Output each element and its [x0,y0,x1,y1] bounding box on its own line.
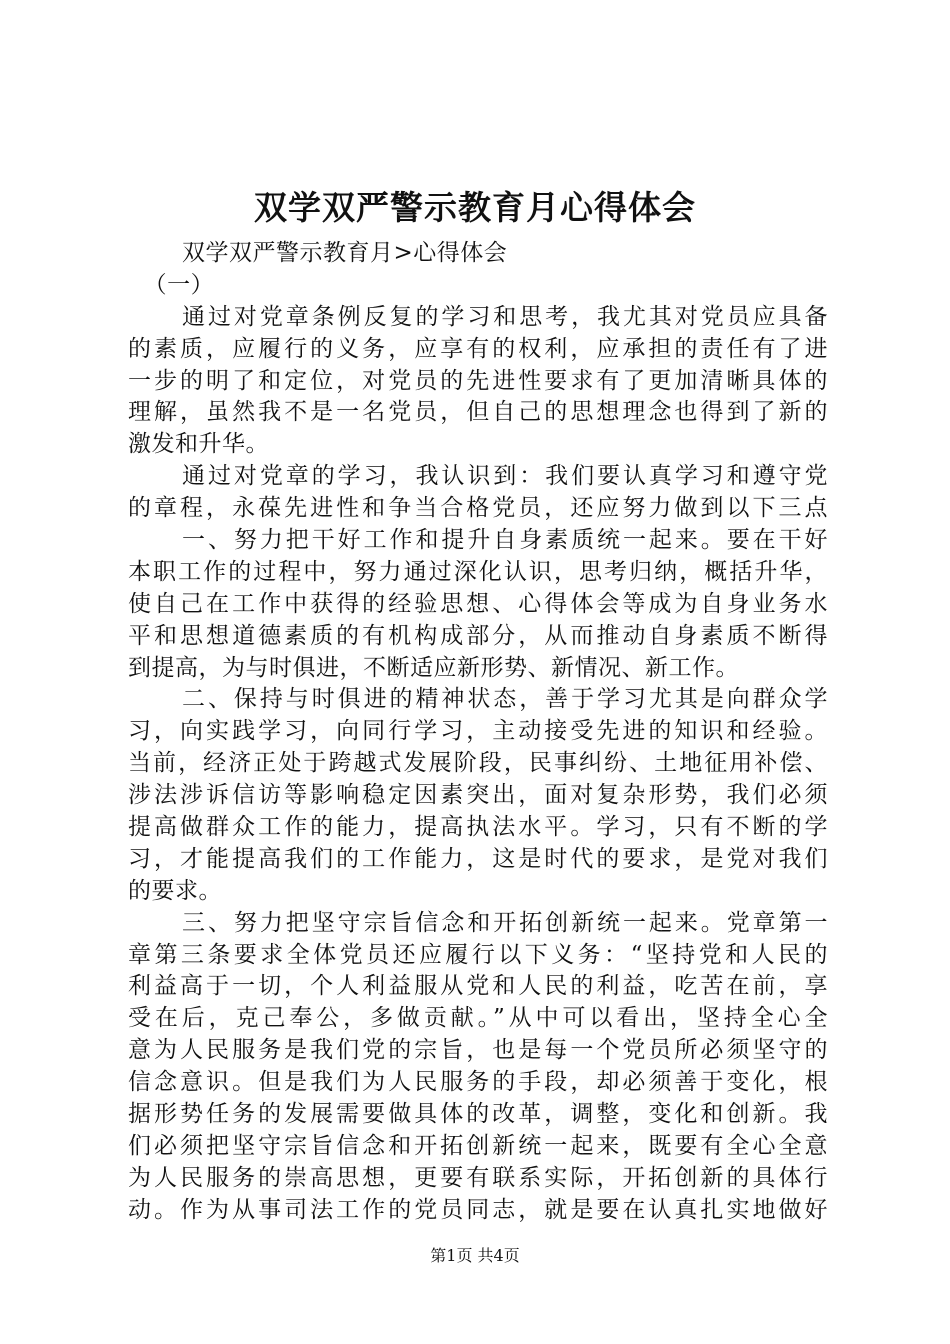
text-line: 为人民服务的崇高思想，更要有联系实际，开拓创新的具体行 [128,1164,828,1191]
text-line: 理解，虽然我不是一名党员，但自己的思想理念也得到了新的 [128,399,828,426]
document-body [128,238,828,1227]
text-line: 利益高于一切，个人利益服从党和人民的利益，吃苦在前，享 [128,973,828,1000]
document-title: 双学双严警示教育月心得体会 [254,188,696,227]
text-line: 双学双严警示教育月>心得体会 [182,240,508,266]
text-line: 使自己在工作中获得的经验思想、心得体会等成为自身业务水 [128,590,828,617]
text-line: 激发和升华。 [128,431,269,458]
text-line: 习，向实践学习，向同行学习，主动接受先进的知识和经验。 [128,718,828,745]
page-footer: 第1页 共4页 [430,1246,520,1265]
text-line: （一） [128,271,215,298]
text-line: 一、努力把干好工作和提升自身素质统一起来。要在干好 [182,527,828,554]
text-line: 通过对党章条例反复的学习和思考，我尤其对党员应具备 [182,303,828,330]
text-line: 们必须把坚守宗旨信念和开拓创新统一起来，既要有全心全意 [128,1132,828,1159]
text-line: 通过对党章的学习，我认识到：我们要认真学习和遵守党 [182,463,828,490]
text-line: 当前，经济正处于跨越式发展阶段，民事纠纷、土地征用补偿、 [128,750,828,777]
text-line: 平和思想道德素质的有机构成部分，从而推动自身素质不断得 [128,622,828,649]
text-line: 三、努力把坚守宗旨信念和开拓创新统一起来。党章第一 [182,909,828,936]
text-line: 本职工作的过程中，努力通过深化认识，思考归纳，概括升华， [128,558,828,585]
text-line: 的章程，永葆先进性和争当合格党员，还应努力做到以下三点 [128,495,828,522]
text-line: 到提高，为与时俱进，不断适应新形势、新情况、新工作。 [128,654,739,681]
text-line: 提高做群众工作的能力，提高执法水平。学习，只有不断的学 [128,814,828,841]
text-line: 二、保持与时俱进的精神状态，善于学习尤其是向群众学 [182,686,828,713]
text-line: 的素质，应履行的义务，应享有的权利，应承担的责任有了进 [128,335,828,362]
text-line: 的要求。 [128,877,222,904]
text-line: 涉法涉诉信访等影响稳定因素突出，面对复杂形势，我们必须 [128,782,828,809]
text-line: 章第三条要求全体党员还应履行以下义务：“坚持党和人民的 [128,941,828,968]
text-line: 据形势任务的发展需要做具体的改革，调整，变化和创新。我 [128,1101,828,1128]
text-line: 意为人民服务是我们党的宗旨，也是每一个党员所必须坚守的 [128,1037,828,1064]
text-line: 一步的明了和定位，对党员的先进性要求有了更加清晰具体的 [128,367,828,394]
text-line: 动。作为从事司法工作的党员同志，就是要在认真扎实地做好 [128,1196,828,1223]
text-line: 受在后，克己奉公，多做贡献。”从中可以看出，坚持全心全 [128,1005,828,1032]
text-line: 信念意识。但是我们为人民服务的手段，却必须善于变化，根 [128,1069,828,1096]
text-line: 习，才能提高我们的工作能力，这是时代的要求，是党对我们 [128,845,828,872]
